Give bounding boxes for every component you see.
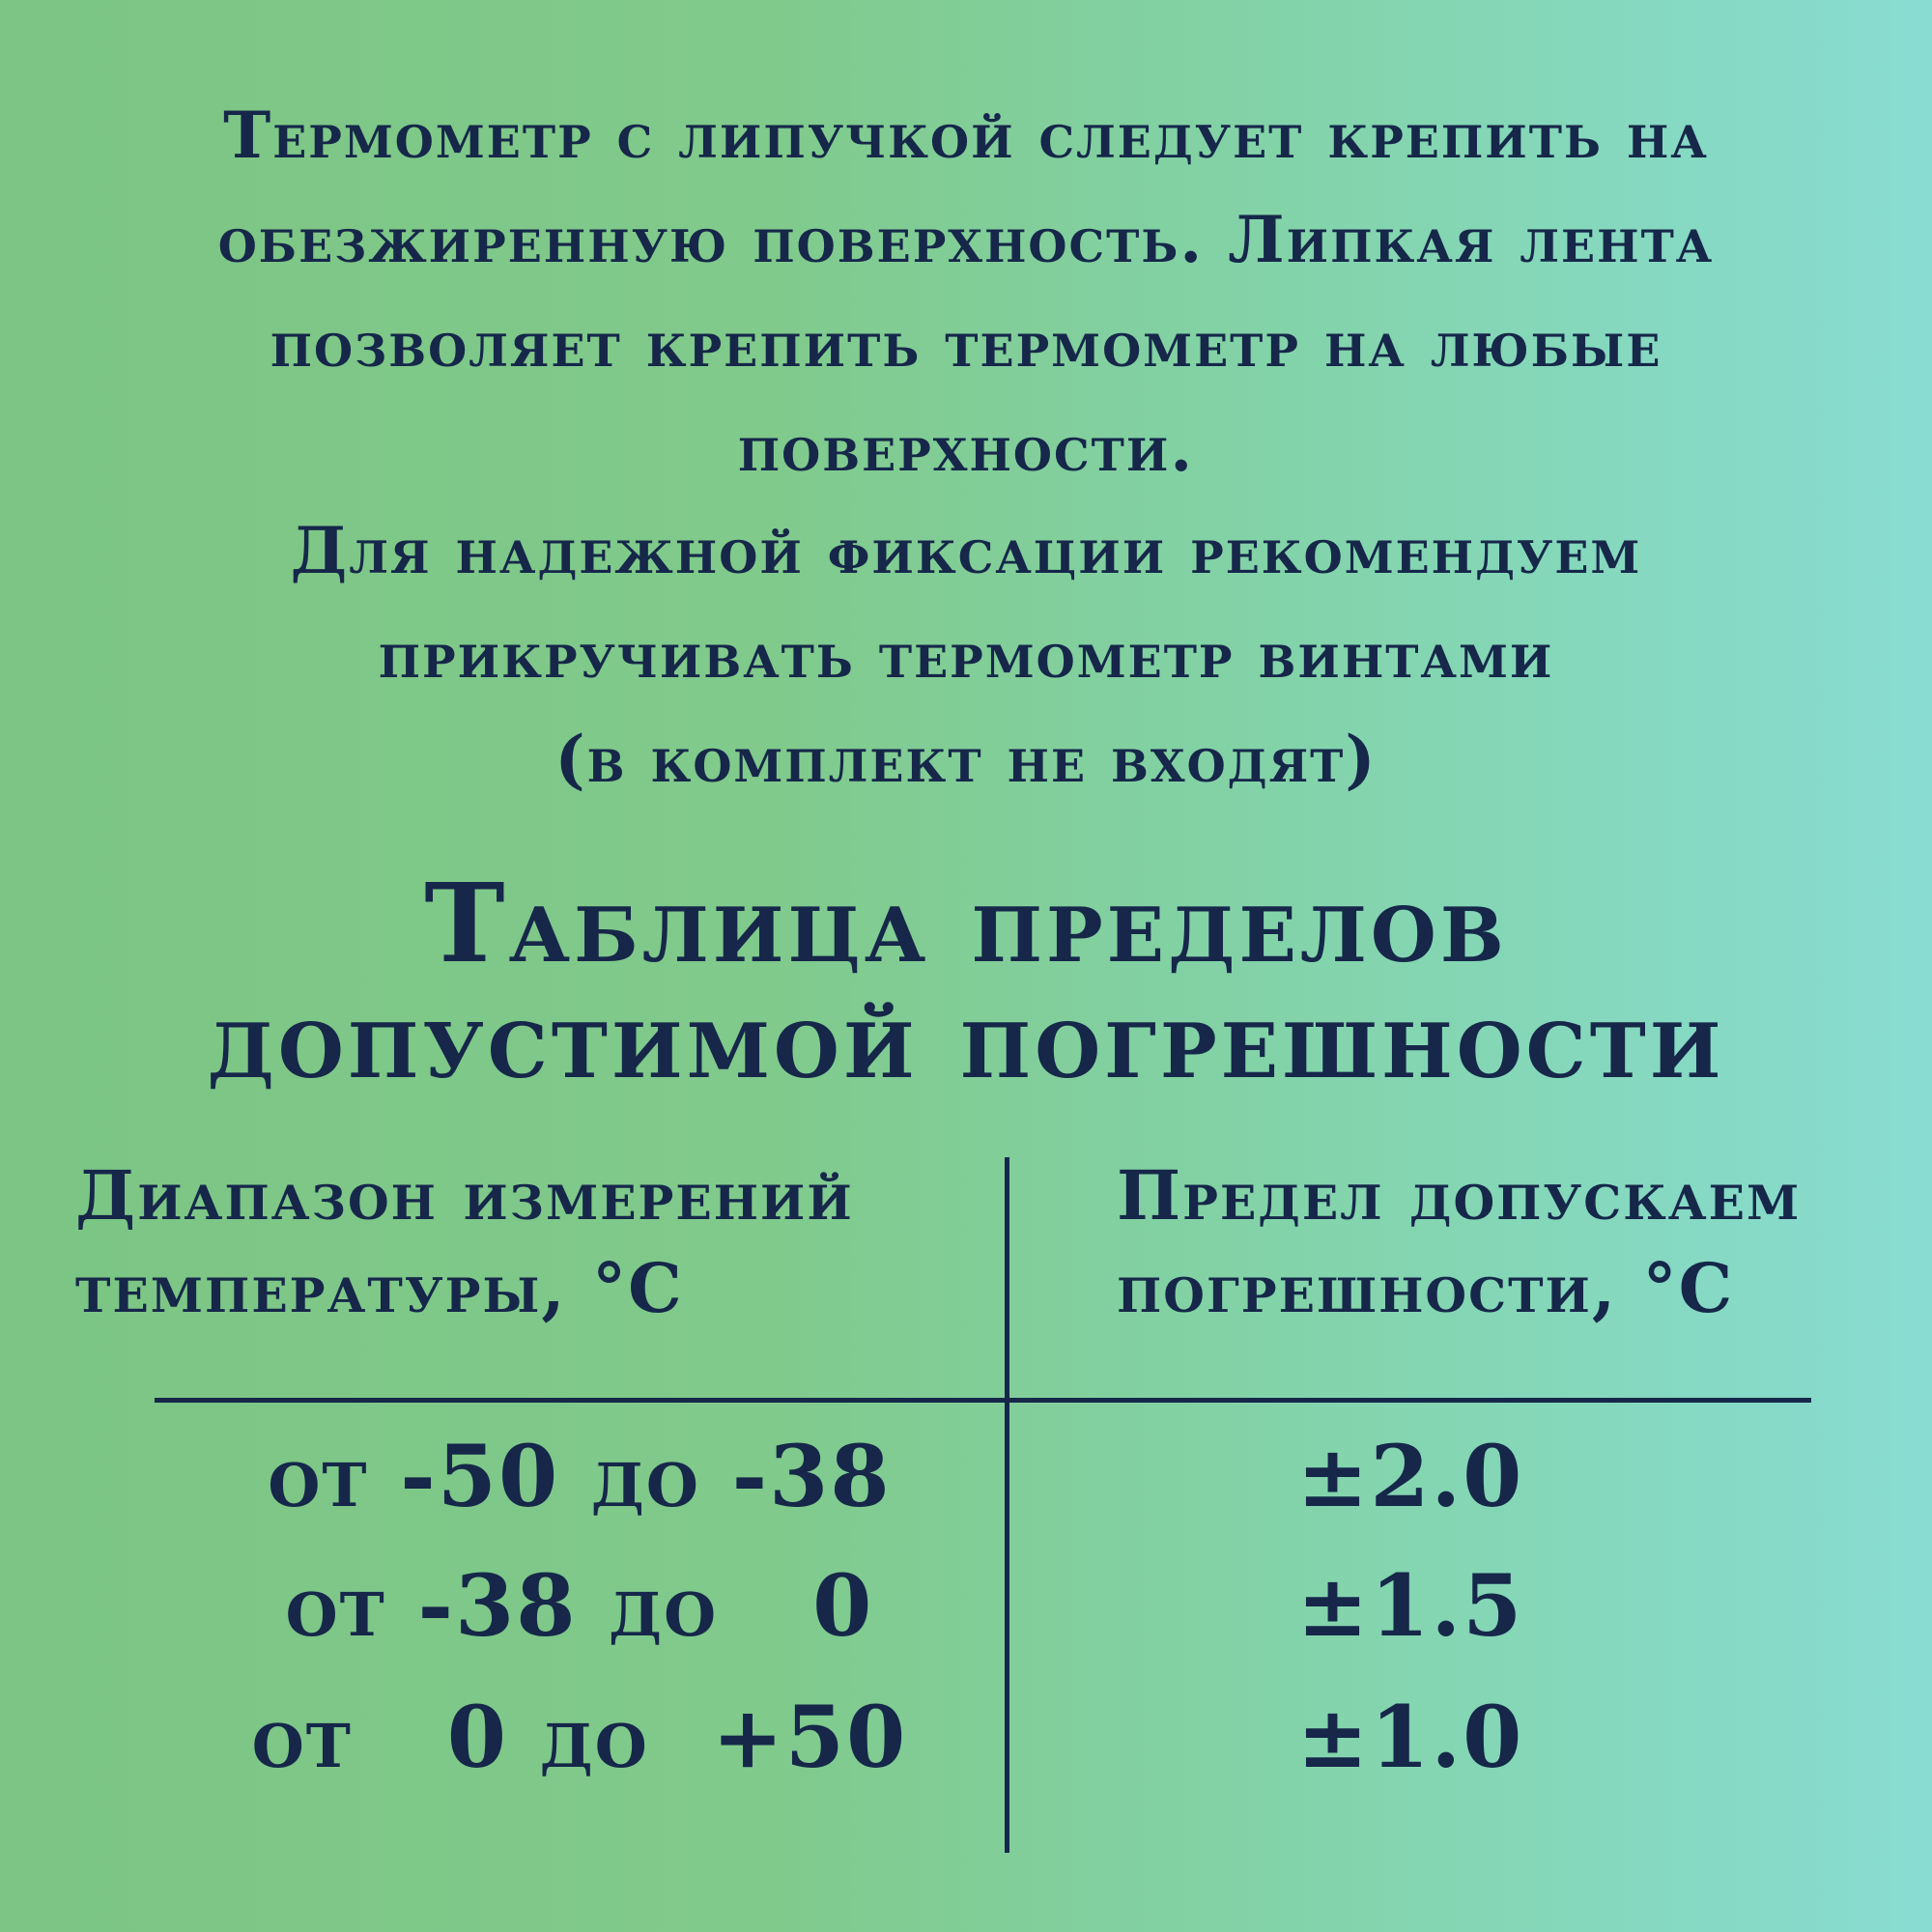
header-line: Диапазон измерений <box>75 1155 854 1236</box>
tolerance-cell: ±2.0 <box>1296 1426 1524 1526</box>
header-divider <box>155 1398 1811 1403</box>
fixation-paragraph <box>0 498 1932 811</box>
header-line: Предел допускаем <box>1117 1155 1802 1236</box>
table-title-line1: Таблица пределов <box>424 861 1508 987</box>
text-line: Термометр с липучкой следует крепить на <box>223 98 1709 173</box>
text-line: поверхности. <box>737 411 1195 486</box>
range-cell: от 0 до +50 <box>251 1687 908 1787</box>
mounting-paragraph <box>0 83 1932 500</box>
tolerance-cell: ±1.0 <box>1296 1687 1524 1787</box>
text-line: обезжиренную поверхность. Липкая лента <box>217 202 1715 277</box>
tolerance-column-header <box>1117 1150 1801 1335</box>
text-line: прикручивать термометр винтами <box>378 617 1554 693</box>
range-cell: от -38 до 0 <box>285 1555 874 1656</box>
tolerance-cell: ±1.5 <box>1296 1555 1524 1656</box>
text-line: Для надежной фиксации рекомендуем <box>290 513 1642 588</box>
text-line: позволяет крепить термометр на любые <box>270 306 1662 382</box>
range-cell: от -50 до -38 <box>268 1426 892 1526</box>
table-title-line2: допустимой погрешности <box>207 977 1725 1103</box>
header-line: температуры, °С <box>75 1248 684 1328</box>
range-column-header <box>75 1150 854 1335</box>
text-line: (в комплект не входят) <box>554 722 1378 797</box>
header-line: погрешности, °С <box>1117 1248 1735 1328</box>
